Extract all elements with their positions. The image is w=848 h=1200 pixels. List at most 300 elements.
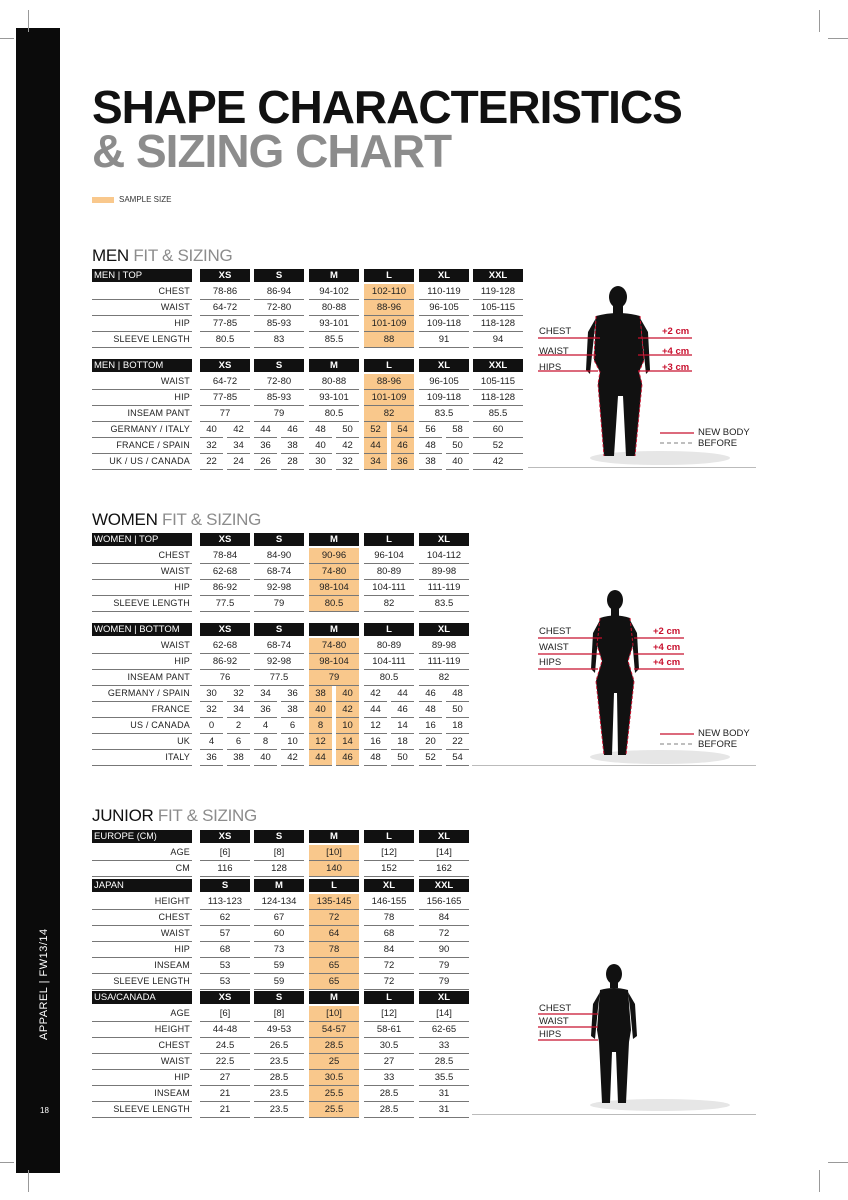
- size-cell: [8]: [254, 845, 304, 861]
- size-cell: 50: [336, 422, 359, 438]
- size-cell: 40: [446, 454, 469, 470]
- men-hips-delta: +3 cm: [662, 362, 690, 373]
- crop-mark: [28, 1170, 29, 1192]
- size-cell: 36: [281, 686, 304, 702]
- size-cell: 80-88: [309, 300, 359, 316]
- men-legend-lines: [660, 430, 696, 446]
- size-cell: 52: [364, 422, 387, 438]
- size-cell: 44: [309, 750, 332, 766]
- table-row: [92, 1102, 532, 1118]
- size-header-s: S: [254, 830, 304, 843]
- size-cell: 86-92: [200, 580, 250, 596]
- size-cell: 64-72: [200, 374, 250, 390]
- table-row: [92, 454, 532, 470]
- table-row: [92, 1070, 532, 1086]
- size-header-xs: XS: [200, 991, 250, 1004]
- size-cell: 72: [419, 926, 469, 942]
- row-label: INSEAM PANT: [92, 406, 192, 422]
- row-label: HIP: [92, 316, 192, 332]
- junior-chest-label: CHEST: [539, 1003, 572, 1014]
- table-row: [92, 958, 532, 974]
- row-label: SLEEVE LENGTH: [92, 332, 192, 348]
- size-cell: 0: [200, 718, 223, 734]
- row-label: CHEST: [92, 1038, 192, 1054]
- size-cell: 77: [200, 406, 250, 422]
- row-label: SLEEVE LENGTH: [92, 1102, 192, 1118]
- size-cell: 77-85: [200, 316, 250, 332]
- size-cell: 42: [227, 422, 250, 438]
- size-header-s: S: [254, 269, 304, 282]
- size-cell: 116: [200, 861, 250, 877]
- size-cell: 27: [200, 1070, 250, 1086]
- size-cell: 48: [419, 702, 442, 718]
- size-header-xl: XL: [419, 359, 469, 372]
- size-cell: 65: [309, 958, 359, 974]
- size-cell: 96-104: [364, 548, 414, 564]
- size-cell: 14: [336, 734, 359, 750]
- size-cell: 22: [446, 734, 469, 750]
- table-row: [92, 718, 532, 734]
- size-cell: 89-98: [419, 564, 469, 580]
- size-header-s: S: [254, 359, 304, 372]
- size-cell: 16: [364, 734, 387, 750]
- size-cell: 88-96: [364, 374, 414, 390]
- size-cell: 62: [200, 910, 250, 926]
- size-cell: 77-85: [200, 390, 250, 406]
- row-label: UK / US / CANADA: [92, 454, 192, 470]
- size-cell: 96-105: [419, 300, 469, 316]
- size-cell: 46: [391, 438, 414, 454]
- table-header-label-text: MEN | TOP: [94, 270, 143, 281]
- size-cell: 109-118: [419, 316, 469, 332]
- size-cell: 83.5: [419, 596, 469, 612]
- size-cell: 56: [419, 422, 442, 438]
- table-row: [92, 580, 532, 596]
- table-row: [92, 670, 532, 686]
- junior-waist-label: WAIST: [539, 1016, 569, 1027]
- women-legend-lines: [660, 731, 696, 747]
- size-cell: 68-74: [254, 638, 304, 654]
- size-cell: 18: [446, 718, 469, 734]
- size-cell: 42: [281, 750, 304, 766]
- table-row: [92, 1006, 532, 1022]
- size-cell: 28.5: [364, 1086, 414, 1102]
- size-cell: 4: [200, 734, 223, 750]
- size-cell: 92-98: [254, 654, 304, 670]
- size-cell: 24: [227, 454, 250, 470]
- size-cell: 93-101: [309, 316, 359, 332]
- table-row: [92, 942, 532, 958]
- size-cell: [8]: [254, 1006, 304, 1022]
- table-row: [92, 564, 532, 580]
- size-cell: 53: [200, 958, 250, 974]
- men-waist-label: WAIST: [539, 346, 569, 357]
- junior-title-bold: JUNIOR: [92, 806, 154, 825]
- size-header-m: M: [309, 830, 359, 843]
- legend: [92, 195, 171, 204]
- page-subtitle: & SIZING CHART: [92, 125, 452, 177]
- size-cell: 8: [254, 734, 277, 750]
- size-cell: 101-109: [364, 390, 414, 406]
- size-cell: 23.5: [254, 1086, 304, 1102]
- table-row: [92, 300, 532, 316]
- women-before-label: BEFORE: [698, 739, 738, 750]
- size-header-xl: XL: [419, 269, 469, 282]
- row-label: US / CANADA: [92, 718, 192, 734]
- size-cell: 8: [309, 718, 332, 734]
- table-row: [92, 422, 532, 438]
- size-cell: 48: [364, 750, 387, 766]
- size-cell: 76: [200, 670, 250, 686]
- row-label: CHEST: [92, 548, 192, 564]
- size-cell: 104-111: [364, 654, 414, 670]
- row-label: INSEAM: [92, 958, 192, 974]
- size-cell: 23.5: [254, 1054, 304, 1070]
- size-cell: 62-68: [200, 564, 250, 580]
- size-cell: 38: [281, 702, 304, 718]
- size-cell: 64-72: [200, 300, 250, 316]
- legend-swatch: [92, 197, 114, 203]
- table-row: [92, 734, 532, 750]
- row-label: HIP: [92, 1070, 192, 1086]
- size-cell: 80.5: [309, 596, 359, 612]
- crop-mark: [0, 38, 14, 39]
- size-cell: [14]: [419, 845, 469, 861]
- size-cell: 118-128: [473, 390, 523, 406]
- size-cell: 78: [309, 942, 359, 958]
- table-header-label-text: USA/CANADA (INCHES): [94, 992, 156, 1016]
- size-cell: [6]: [200, 845, 250, 861]
- size-cell: 83: [254, 332, 304, 348]
- size-cell: 44-48: [200, 1022, 250, 1038]
- size-cell: 79: [254, 406, 304, 422]
- men-waist-delta: +4 cm: [662, 346, 690, 357]
- row-label: INSEAM: [92, 1086, 192, 1102]
- size-cell: 42: [364, 686, 387, 702]
- size-header-s: S: [200, 879, 250, 892]
- size-cell: 40: [200, 422, 223, 438]
- size-cell: 32: [200, 702, 223, 718]
- size-cell: 40: [309, 702, 332, 718]
- size-cell: 35.5: [419, 1070, 469, 1086]
- size-cell: 78-84: [200, 548, 250, 564]
- size-cell: 48: [419, 438, 442, 454]
- men-new-body-label: NEW BODY: [698, 427, 750, 438]
- size-header-l: L: [364, 533, 414, 546]
- row-label: CHEST: [92, 910, 192, 926]
- size-header-l: L: [364, 830, 414, 843]
- table-header-label: [92, 830, 192, 843]
- row-label: SLEEVE LENGTH: [92, 596, 192, 612]
- size-cell: 27: [364, 1054, 414, 1070]
- size-cell: 23.5: [254, 1102, 304, 1118]
- size-header-xl: XL: [419, 830, 469, 843]
- size-cell: 40: [336, 686, 359, 702]
- size-cell: 73: [254, 942, 304, 958]
- size-cell: 12: [364, 718, 387, 734]
- size-cell: 104-111: [364, 580, 414, 596]
- size-cell: 89-98: [419, 638, 469, 654]
- size-header-l: L: [364, 623, 414, 636]
- size-header-s: S: [254, 623, 304, 636]
- women-waist-delta: +4 cm: [653, 642, 681, 653]
- size-cell: 48: [309, 422, 332, 438]
- size-cell: 50: [446, 702, 469, 718]
- table-header-label: [92, 359, 192, 372]
- size-cell: 83.5: [419, 406, 469, 422]
- size-cell: 90: [419, 942, 469, 958]
- size-cell: 20: [419, 734, 442, 750]
- size-cell: 94: [473, 332, 523, 348]
- size-cell: 12: [309, 734, 332, 750]
- table-header-label-text: MEN | BOTTOM: [94, 360, 164, 371]
- size-cell: 124-134: [254, 894, 304, 910]
- size-header-s: S: [254, 991, 304, 1004]
- size-cell: 52: [473, 438, 523, 454]
- size-cell: 78-86: [200, 284, 250, 300]
- size-cell: 72-80: [254, 300, 304, 316]
- table-header-label-text: WOMEN | TOP: [94, 534, 159, 545]
- size-cell: 72-80: [254, 374, 304, 390]
- size-cell: 98-104: [309, 580, 359, 596]
- size-cell: 32: [200, 438, 223, 454]
- size-header-xs: XS: [200, 359, 250, 372]
- size-cell: 77.5: [200, 596, 250, 612]
- crop-mark: [828, 38, 848, 39]
- size-cell: 162: [419, 861, 469, 877]
- size-cell: 65: [309, 974, 359, 990]
- men-hips-label: HIPS: [539, 362, 562, 373]
- size-cell: 62-68: [200, 638, 250, 654]
- size-cell: 36: [254, 438, 277, 454]
- row-label: CM: [92, 861, 192, 877]
- table-header-label: [92, 879, 192, 892]
- size-cell: 119-128: [473, 284, 523, 300]
- size-cell: 109-118: [419, 390, 469, 406]
- table-row: [92, 374, 532, 390]
- table-header-label-text: EUROPE: [94, 831, 135, 842]
- size-cell: 44: [254, 422, 277, 438]
- size-cell: 92-98: [254, 580, 304, 596]
- size-cell: 46: [391, 702, 414, 718]
- size-cell: 68: [364, 926, 414, 942]
- size-cell: 42: [336, 438, 359, 454]
- size-cell: 80-88: [309, 374, 359, 390]
- row-label: GERMANY / ITALY: [92, 422, 192, 438]
- men-title-light: FIT & SIZING: [133, 246, 233, 265]
- size-cell: 34: [254, 686, 277, 702]
- size-cell: 77.5: [254, 670, 304, 686]
- size-cell: [6]: [200, 1006, 250, 1022]
- size-cell: 53: [200, 974, 250, 990]
- row-label: WAIST: [92, 926, 192, 942]
- size-cell: 79: [419, 958, 469, 974]
- size-header-xs: XS: [200, 830, 250, 843]
- size-cell: 10: [281, 734, 304, 750]
- size-cell: [14]: [419, 1006, 469, 1022]
- table-row: [92, 910, 532, 926]
- size-cell: 16: [419, 718, 442, 734]
- size-cell: 21: [200, 1102, 250, 1118]
- size-cell: 28.5: [309, 1038, 359, 1054]
- size-cell: 152: [364, 861, 414, 877]
- crop-mark: [0, 1162, 14, 1163]
- size-cell: 80.5: [364, 670, 414, 686]
- size-cell: 91: [419, 332, 469, 348]
- size-cell: 54: [446, 750, 469, 766]
- size-cell: 46: [281, 422, 304, 438]
- size-cell: [12]: [364, 1006, 414, 1022]
- crop-mark: [828, 1162, 848, 1163]
- row-label: CHEST: [92, 284, 192, 300]
- row-label: INSEAM PANT: [92, 670, 192, 686]
- table-row: [92, 861, 532, 877]
- size-cell: 42: [473, 454, 523, 470]
- row-label: SLEEVE LENGTH: [92, 974, 192, 990]
- table-row: [92, 332, 532, 348]
- size-cell: 33: [419, 1038, 469, 1054]
- size-cell: 68: [200, 942, 250, 958]
- size-header-m: M: [254, 879, 304, 892]
- table-row: [92, 390, 532, 406]
- size-cell: [12]: [364, 845, 414, 861]
- table-row: [92, 406, 532, 422]
- row-label: GERMANY / SPAIN: [92, 686, 192, 702]
- size-cell: 36: [254, 702, 277, 718]
- junior-measure-lines: [538, 1010, 638, 1044]
- size-cell: 28.5: [254, 1070, 304, 1086]
- table-row: [92, 654, 532, 670]
- size-cell: 28: [281, 454, 304, 470]
- size-cell: 49-53: [254, 1022, 304, 1038]
- table-header-label: [92, 533, 192, 546]
- size-cell: 85-93: [254, 316, 304, 332]
- size-cell: 25.5: [309, 1086, 359, 1102]
- size-cell: 105-115: [473, 300, 523, 316]
- size-cell: 104-112: [419, 548, 469, 564]
- row-label: HIP: [92, 390, 192, 406]
- size-header-m: M: [309, 623, 359, 636]
- size-cell: 40: [254, 750, 277, 766]
- row-label: HEIGHT: [92, 1022, 192, 1038]
- size-header-xxl: XXL: [473, 359, 523, 372]
- size-cell: 46: [419, 686, 442, 702]
- row-label: WAIST: [92, 564, 192, 580]
- size-header-m: M: [309, 359, 359, 372]
- size-cell: 38: [309, 686, 332, 702]
- table-row: [92, 926, 532, 942]
- women-title-bold: WOMEN: [92, 510, 158, 529]
- size-cell: 102-110: [364, 284, 414, 300]
- table-row: [92, 284, 532, 300]
- size-cell: 111-119: [419, 654, 469, 670]
- size-cell: 88: [364, 332, 414, 348]
- size-cell: 80.5: [200, 332, 250, 348]
- size-cell: 85-93: [254, 390, 304, 406]
- size-cell: 79: [419, 974, 469, 990]
- table-header-label-text: JAPAN: [94, 880, 124, 891]
- size-cell: 28.5: [419, 1054, 469, 1070]
- size-cell: 30.5: [364, 1038, 414, 1054]
- junior-title-light: FIT & SIZING: [157, 806, 257, 825]
- junior-figure-divider: [472, 1114, 756, 1115]
- table-header-label-text: WOMEN | BOTTOM: [94, 624, 180, 635]
- size-header-xl: XL: [419, 533, 469, 546]
- size-cell: 72: [364, 974, 414, 990]
- table-row: [92, 638, 532, 654]
- size-cell: 60: [473, 422, 523, 438]
- men-chest-label: CHEST: [539, 326, 572, 337]
- size-cell: 140: [309, 861, 359, 877]
- size-cell: 4: [254, 718, 277, 734]
- row-label: WAIST: [92, 374, 192, 390]
- size-cell: 118-128: [473, 316, 523, 332]
- size-cell: 58-61: [364, 1022, 414, 1038]
- size-header-m: M: [309, 991, 359, 1004]
- table-row: [92, 548, 532, 564]
- size-cell: 22.5: [200, 1054, 250, 1070]
- table-header-row: [92, 829, 532, 845]
- size-cell: 60: [254, 926, 304, 942]
- men-chest-delta: +2 cm: [662, 326, 690, 337]
- size-cell: 111-119: [419, 580, 469, 596]
- size-cell: 59: [254, 958, 304, 974]
- table-row: [92, 1054, 532, 1070]
- table-header-label: [92, 623, 192, 636]
- size-cell: 64: [309, 926, 359, 942]
- table-header-row: [92, 532, 532, 548]
- row-label: AGE: [92, 845, 192, 861]
- size-cell: 67: [254, 910, 304, 926]
- size-cell: 31: [419, 1086, 469, 1102]
- size-cell: 85.5: [309, 332, 359, 348]
- size-cell: 57: [200, 926, 250, 942]
- size-cell: 86-94: [254, 284, 304, 300]
- crop-mark: [819, 1170, 820, 1192]
- size-cell: 48: [446, 686, 469, 702]
- table-header-label: [92, 269, 192, 282]
- row-label: HIP: [92, 942, 192, 958]
- size-header-xxl: XXL: [473, 269, 523, 282]
- size-cell: 80-89: [364, 638, 414, 654]
- row-label: FRANCE / SPAIN: [92, 438, 192, 454]
- row-label: AGE: [92, 1006, 192, 1022]
- women-chest-delta: +2 cm: [653, 626, 681, 637]
- junior-hips-label: HIPS: [539, 1029, 562, 1040]
- men-title-bold: MEN: [92, 246, 129, 265]
- size-cell: 18: [391, 734, 414, 750]
- size-cell: 84: [419, 910, 469, 926]
- size-cell: 54: [391, 422, 414, 438]
- size-cell: 50: [391, 750, 414, 766]
- size-cell: 36: [200, 750, 223, 766]
- men-section-title: [92, 246, 232, 266]
- row-label: WAIST: [92, 638, 192, 654]
- size-cell: 105-115: [473, 374, 523, 390]
- size-cell: 79: [254, 596, 304, 612]
- women-section-title: [92, 510, 261, 530]
- size-cell: 101-109: [364, 316, 414, 332]
- size-cell: 32: [336, 454, 359, 470]
- size-cell: 85.5: [473, 406, 523, 422]
- size-cell: 128: [254, 861, 304, 877]
- size-cell: 98-104: [309, 654, 359, 670]
- table-header-row: [92, 358, 532, 374]
- size-cell: 156-165: [419, 894, 469, 910]
- size-cell: 72: [309, 910, 359, 926]
- men-figure-divider: [528, 467, 756, 468]
- size-cell: 25.5: [309, 1102, 359, 1118]
